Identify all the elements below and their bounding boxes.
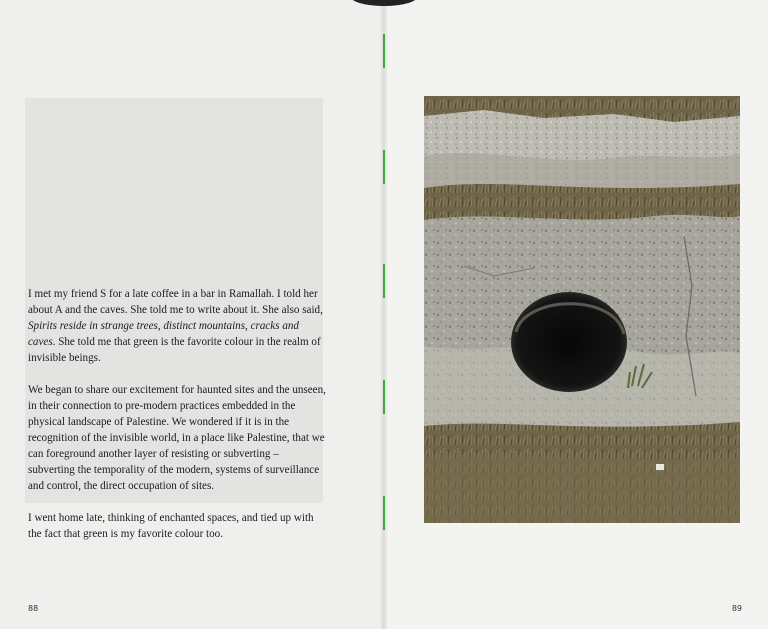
binding-stitch — [383, 34, 385, 68]
binding-stitch — [383, 496, 385, 530]
left-page — [0, 0, 383, 629]
paragraph-2: We began to share our excitement for haunted sites and the unseen, in their connection to pre-modern practices embedded in the physical landscape of Palestine. We wondered if it is in the recognition of the invisible world, in a place like Palestine, that we can foreground another layer of resisting or subverting – subverting the temporality of the modern, systems of surveillance and control, the direct occupation of sites. — [28, 384, 326, 492]
page-number-left: 88 — [28, 604, 39, 613]
binding-stitch — [383, 264, 385, 298]
italic-quote: Spirits reside in strange trees, distinct mountains, cracks and caves — [28, 320, 299, 348]
binding-stitch — [383, 380, 385, 414]
body-text — [28, 286, 328, 558]
paragraph-1: I met my friend S for a late coffee in a bar in Ramallah. I told her about A and the caves. She told me to write about it. She also said, Spirits reside in strange trees, distinct mountains, cracks and caves. She told me that green is the favorite colour in the realm of invisible beings. — [28, 288, 323, 364]
page-number-right: 89 — [731, 604, 742, 613]
paragraph-3: I went home late, thinking of enchanted spaces, and tied up with the fact that green is my favorite colour too. — [28, 512, 314, 540]
cave-photograph — [424, 96, 740, 523]
book-gutter — [380, 0, 388, 629]
binding-stitch — [383, 150, 385, 184]
